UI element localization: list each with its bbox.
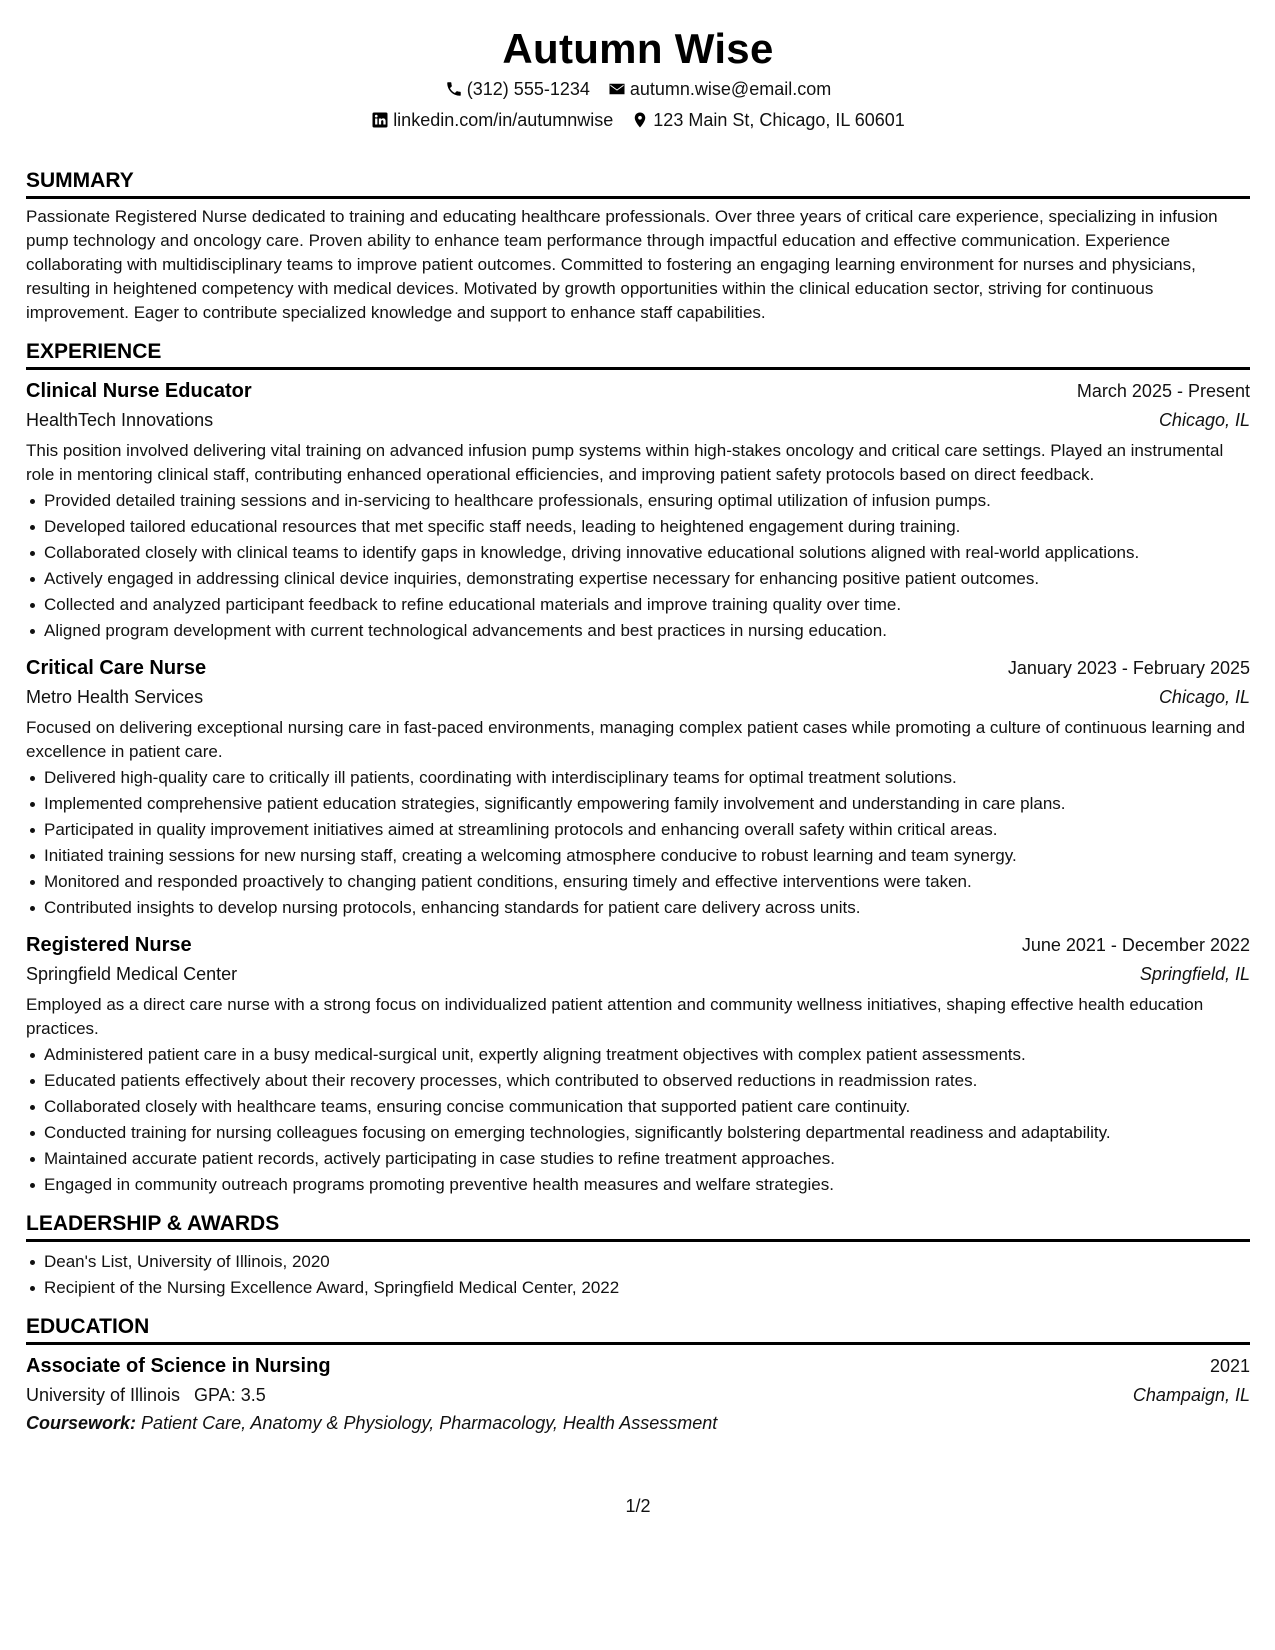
job-location: Springfield, IL [1139, 964, 1250, 984]
award-item: Dean's List, University of Illinois, 2020 [44, 1250, 1250, 1274]
job-bullets [26, 1043, 1250, 1197]
email-contact[interactable] [608, 78, 831, 100]
summary-text: Passionate Registered Nurse dedicated to training and educating healthcare professionals. Over three years of critical care experience, specializing in infusion pump technology and oncology care. Proven ability to enhance team performance through impactful education and effective communication. Experience collaborating with multidisciplinary teams to improve patient outcomes. Committed to fostering an engaging learning environment for nurses and physicians, resulting in heightened competency with medical devices. Motivated by growth opportunities within the clinical education sector, striving for continuous improvement. Eager to contribute specialized knowledge and support to enhance staff capabilities. [26, 207, 1218, 322]
education-entry [26, 1352, 1250, 1436]
job-title: Critical Care Nurse [26, 657, 207, 679]
street-address: 123 Main St, Chicago, IL 60601 [653, 110, 905, 130]
bullet-item: Aligned program development with current technological advancements and best practices in nursing education. [44, 619, 1250, 643]
awards-list [26, 1250, 1250, 1300]
job-description: Focused on delivering exceptional nursing care in fast-paced environments, managing complex patient cases while promoting a culture of continuous learning and excellence in patient care. [26, 718, 1246, 761]
bullet-item: Maintained accurate patient records, actively participating in case studies to refine treatment approaches. [44, 1147, 1250, 1171]
envelope-icon [608, 80, 626, 98]
award-item: Recipient of the Nursing Excellence Award, Springfield Medical Center, 2022 [44, 1276, 1250, 1300]
job-location: Chicago, IL [1158, 687, 1250, 707]
linkedin-icon [371, 111, 389, 129]
bullet-item: Administered patient care in a busy medical-surgical unit, expertly aligning treatment objectives with complex patient assessments. [44, 1043, 1250, 1067]
bullet-item: Delivered high-quality care to critically ill patients, coordinating with interdisciplinary teams for optimal treatment solutions. [44, 766, 1250, 790]
job-dates: March 2025 - Present [1076, 381, 1250, 401]
bullet-item: Engaged in community outreach programs promoting preventive health measures and welfare strategies. [44, 1173, 1250, 1197]
job-description: This position involved delivering vital training on advanced infusion pump systems within high-stakes oncology and critical care settings. Played an instrumental role in mentoring clinical staff, contributing enhanced operational efficiencies, and improving patient safety protocols based on direct feedback. [26, 441, 1224, 484]
phone-icon [445, 80, 463, 98]
job-description: Employed as a direct care nurse with a strong focus on individualized patient attention and community wellness initiatives, shaping effective health education practices. [26, 995, 1204, 1038]
bullet-item: Initiated training sessions for new nursing staff, creating a welcoming atmosphere conducive to robust learning and team synergy. [44, 844, 1250, 868]
bullet-item: Developed tailored educational resources that met specific staff needs, leading to heightened engagement during training. [44, 515, 1250, 539]
email-address[interactable]: autumn.wise@email.com [629, 79, 832, 99]
coursework-line [26, 1410, 1250, 1436]
job-company: Metro Health Services [26, 687, 204, 707]
address-contact [631, 109, 905, 131]
bullet-item: Provided detailed training sessions and in-servicing to healthcare professionals, ensuring optimal utilization of infusion pumps. [44, 489, 1250, 513]
job-entry [26, 931, 1250, 1197]
contact-line-2 [26, 109, 1250, 131]
job-entry [26, 654, 1250, 920]
job-title: Registered Nurse [26, 934, 192, 956]
education-heading: EDUCATION [26, 1314, 1250, 1345]
phone-contact [445, 78, 590, 100]
bullet-item: Collected and analyzed participant feedback to refine educational materials and improve training quality over time. [44, 593, 1250, 617]
graduation-year: 2021 [1209, 1356, 1250, 1376]
resume-header [26, 0, 1250, 131]
phone-number: (312) 555-1234 [466, 79, 590, 99]
bullet-item: Contributed insights to develop nursing protocols, enhancing standards for patient care delivery across units. [44, 896, 1250, 920]
school-location: Champaign, IL [1132, 1385, 1250, 1405]
coursework-label: Coursework: [26, 1413, 137, 1433]
resume-page [26, 0, 1250, 1516]
job-company: HealthTech Innovations [26, 410, 214, 430]
job-dates: June 2021 - December 2022 [1021, 935, 1250, 955]
bullet-item: Implemented comprehensive patient education strategies, significantly empowering family involvement and understanding in care plans. [44, 792, 1250, 816]
linkedin-url[interactable]: linkedin.com/in/autumnwise [393, 110, 614, 130]
summary-heading: SUMMARY [26, 168, 1250, 199]
job-company: Springfield Medical Center [26, 964, 238, 984]
bullet-item: Monitored and responded proactively to changing patient conditions, ensuring timely and effective interventions were taken. [44, 870, 1250, 894]
job-dates: January 2023 - February 2025 [1007, 658, 1250, 678]
gpa-value: GPA: 3.5 [194, 1385, 266, 1405]
leadership-heading: LEADERSHIP & AWARDS [26, 1211, 1250, 1242]
bullet-item: Participated in quality improvement initiatives aimed at streamlining protocols and enhancing overall safety within critical areas. [44, 818, 1250, 842]
bullet-item: Collaborated closely with clinical teams to identify gaps in knowledge, driving innovative educational solutions aligned with real-world applications. [44, 541, 1250, 565]
contact-line-1 [26, 78, 1250, 100]
job-bullets [26, 766, 1250, 920]
bullet-item: Educated patients effectively about their recovery processes, which contributed to observed reductions in readmission rates. [44, 1069, 1250, 1093]
coursework-list: Patient Care, Anatomy & Physiology, Pharmacology, Health Assessment [141, 1413, 718, 1433]
degree-name: Associate of Science in Nursing [26, 1355, 331, 1377]
job-location: Chicago, IL [1158, 410, 1250, 430]
school-name: University of Illinois [26, 1385, 181, 1405]
bullet-item: Collaborated closely with healthcare teams, ensuring concise communication that supported patient care continuity. [44, 1095, 1250, 1119]
bullet-item: Actively engaged in addressing clinical device inquiries, demonstrating expertise necessary for enhancing positive patient outcomes. [44, 567, 1250, 591]
job-title: Clinical Nurse Educator [26, 380, 252, 402]
linkedin-contact[interactable] [371, 109, 613, 131]
map-pin-icon [631, 111, 649, 129]
bullet-item: Conducted training for nursing colleagues focusing on emerging technologies, significantly bolstering departmental readiness and adaptability. [44, 1121, 1250, 1145]
candidate-name: Autumn Wise [502, 25, 774, 72]
experience-heading: EXPERIENCE [26, 339, 1250, 370]
job-bullets [26, 489, 1250, 643]
page-number: 1/2 [625, 1496, 651, 1516]
job-entry [26, 377, 1250, 643]
